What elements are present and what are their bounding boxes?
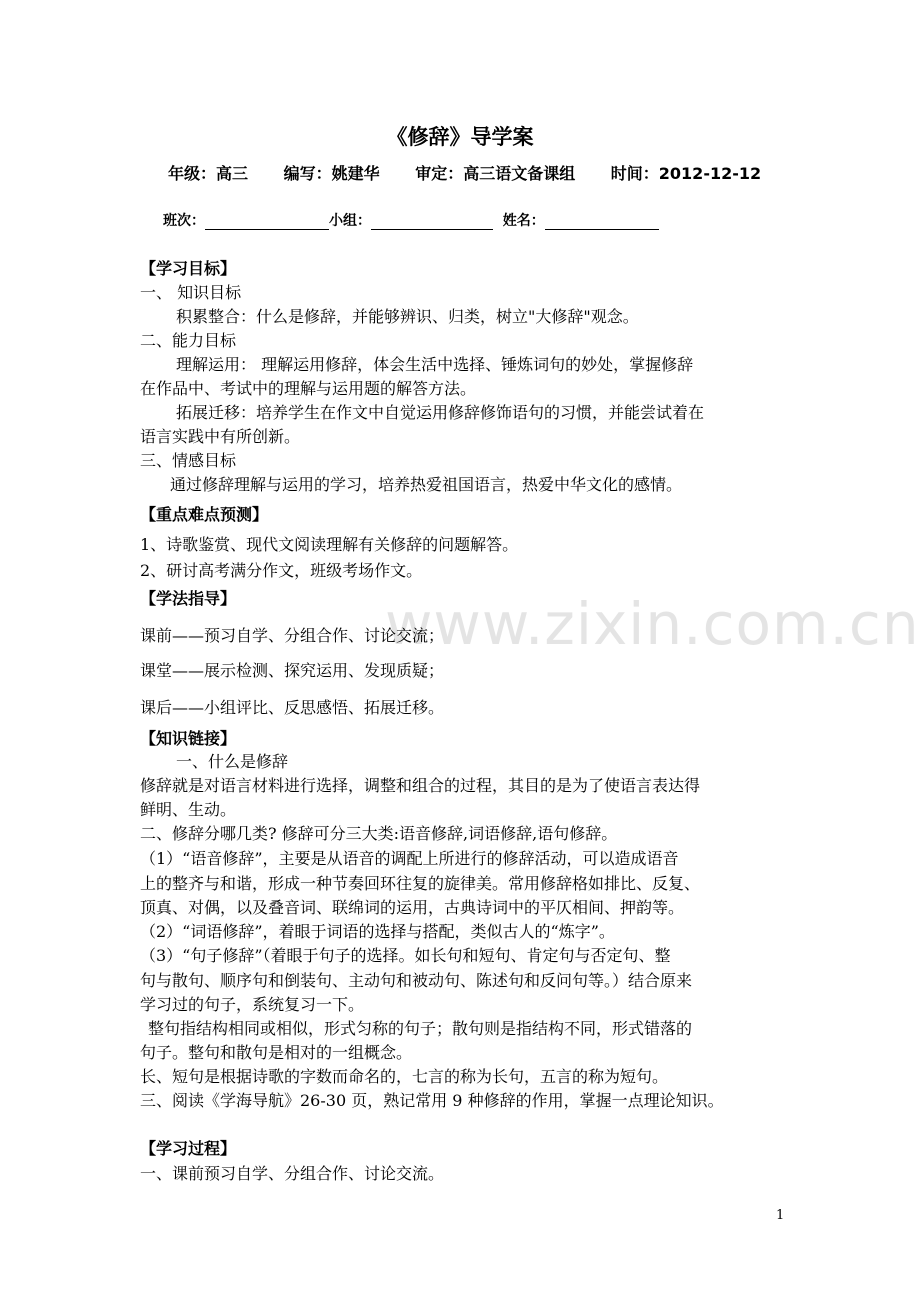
method-line-3: 课后——小组评比、反思感悟、拓展迁移。 xyxy=(140,698,445,717)
knowledge-line-8: （2）“词语修辞”，着眼于词语的选择与搭配，类似古人的“炼字”。 xyxy=(140,922,615,941)
knowledge-line-13: 句子。整句和散句是相对的一组概念。 xyxy=(140,1043,413,1062)
student-info-fields xyxy=(163,210,659,230)
key-line-1: 1、诗歌鉴赏、现代文阅读理解有关修辞的问题解答。 xyxy=(140,535,519,554)
process-line-1: 一、课前预习自学、分组合作、讨论交流。 xyxy=(140,1164,445,1183)
document-title: 《修辞》导学案 xyxy=(386,125,534,149)
class-label: 班次： xyxy=(163,213,205,229)
knowledge-line-10: 句与散句、顺序句和倒装句、主动句和被动句、陈述句和反问句等。）结合原来 xyxy=(140,971,693,990)
name-label: 姓名： xyxy=(502,213,545,229)
class-blank[interactable] xyxy=(205,213,329,230)
knowledge-line-11: 学习过的句子，系统复习一下。 xyxy=(140,995,365,1014)
knowledge-line-9: （3）“句子修辞”（着眼于句子的选择。如长句和短句、肯定句与否定句、整 xyxy=(140,946,671,965)
section-heading-knowledge: 【知识链接】 xyxy=(140,729,237,748)
key-line-2: 2、研讨高考满分作文，班级考场作文。 xyxy=(140,561,423,580)
knowledge-line-15: 三、阅读《学海导航》26-30 页，熟记常用 9 种修辞的作用，掌握一点理论知识。 xyxy=(140,1091,724,1110)
group-label: 小组： xyxy=(329,213,371,229)
knowledge-line-6: 上的整齐与和谐，形成一种节奏回环往复的旋律美。常用修辞格如排比、反复、 xyxy=(140,874,701,893)
goals-line-1: 一、 知识目标 xyxy=(140,283,242,302)
knowledge-line-7: 顶真、对偶，以及叠音词、联绵词的运用，古典诗词中的平仄相间、押韵等。 xyxy=(140,898,685,917)
method-line-2: 课堂——展示检测、探究运用、发现质疑； xyxy=(140,661,445,680)
meta-grade: 年级：高三 xyxy=(168,164,249,183)
goals-line-2: 积累整合：什么是修辞，并能够辨识、归类，树立"大修辞"观念。 xyxy=(176,307,639,326)
meta-author: 编写：姚建华 xyxy=(283,164,380,183)
section-heading-process: 【学习过程】 xyxy=(140,1139,237,1158)
goals-line-8: 三、情感目标 xyxy=(140,451,237,470)
watermark: www.zixin.com.cn xyxy=(385,590,920,658)
goals-line-9: 通过修辞理解与运用的学习，培养热爱祖国语言，热爱中华文化的感情。 xyxy=(170,475,683,494)
section-heading-key: 【重点难点预测】 xyxy=(140,505,269,524)
goals-line-6: 拓展迁移：培养学生在作文中自觉运用修辞修饰语句的习惯，并能尝试着在 xyxy=(176,403,705,422)
goals-line-5: 在作品中、考试中的理解与运用题的解答方法。 xyxy=(140,379,477,398)
goals-line-4: 理解运用： 理解运用修辞，体会生活中选择、锤炼词句的妙处，掌握修辞 xyxy=(176,355,694,374)
meta-date: 时间：2012-12-12 xyxy=(610,164,762,183)
page-number: 1 xyxy=(776,1208,785,1223)
meta-review: 审定：高三语文备课组 xyxy=(415,164,576,183)
section-heading-goals: 【学习目标】 xyxy=(140,259,237,278)
knowledge-line-3: 鲜明、生动。 xyxy=(140,800,237,819)
method-line-1: 课前——预习自学、分组合作、讨论交流； xyxy=(140,626,445,645)
knowledge-line-12: 整句指结构相同或相似，形式匀称的句子；散句则是指结构不同，形式错落的 xyxy=(148,1019,693,1038)
goals-line-7: 语言实践中有所创新。 xyxy=(140,427,301,446)
knowledge-line-4: 二、修辞分哪几类? 修辞可分三大类:语音修辞,词语修辞,语句修辞。 xyxy=(140,824,618,843)
knowledge-line-1: 一、什么是修辞 xyxy=(176,752,289,771)
document-meta xyxy=(168,161,761,184)
section-heading-method: 【学法指导】 xyxy=(140,589,237,608)
knowledge-line-14: 长、短句是根据诗歌的字数而命名的，七言的称为长句，五言的称为短句。 xyxy=(140,1067,669,1086)
knowledge-line-2: 修辞就是对语言材料进行选择，调整和组合的过程，其目的是为了使语言表达得 xyxy=(140,776,701,795)
group-blank[interactable] xyxy=(371,213,493,230)
goals-line-3: 二、能力目标 xyxy=(140,331,237,350)
name-blank[interactable] xyxy=(545,213,659,230)
knowledge-line-5: （1）“语音修辞”，主要是从语音的调配上所进行的修辞活动，可以造成语音 xyxy=(140,849,679,868)
